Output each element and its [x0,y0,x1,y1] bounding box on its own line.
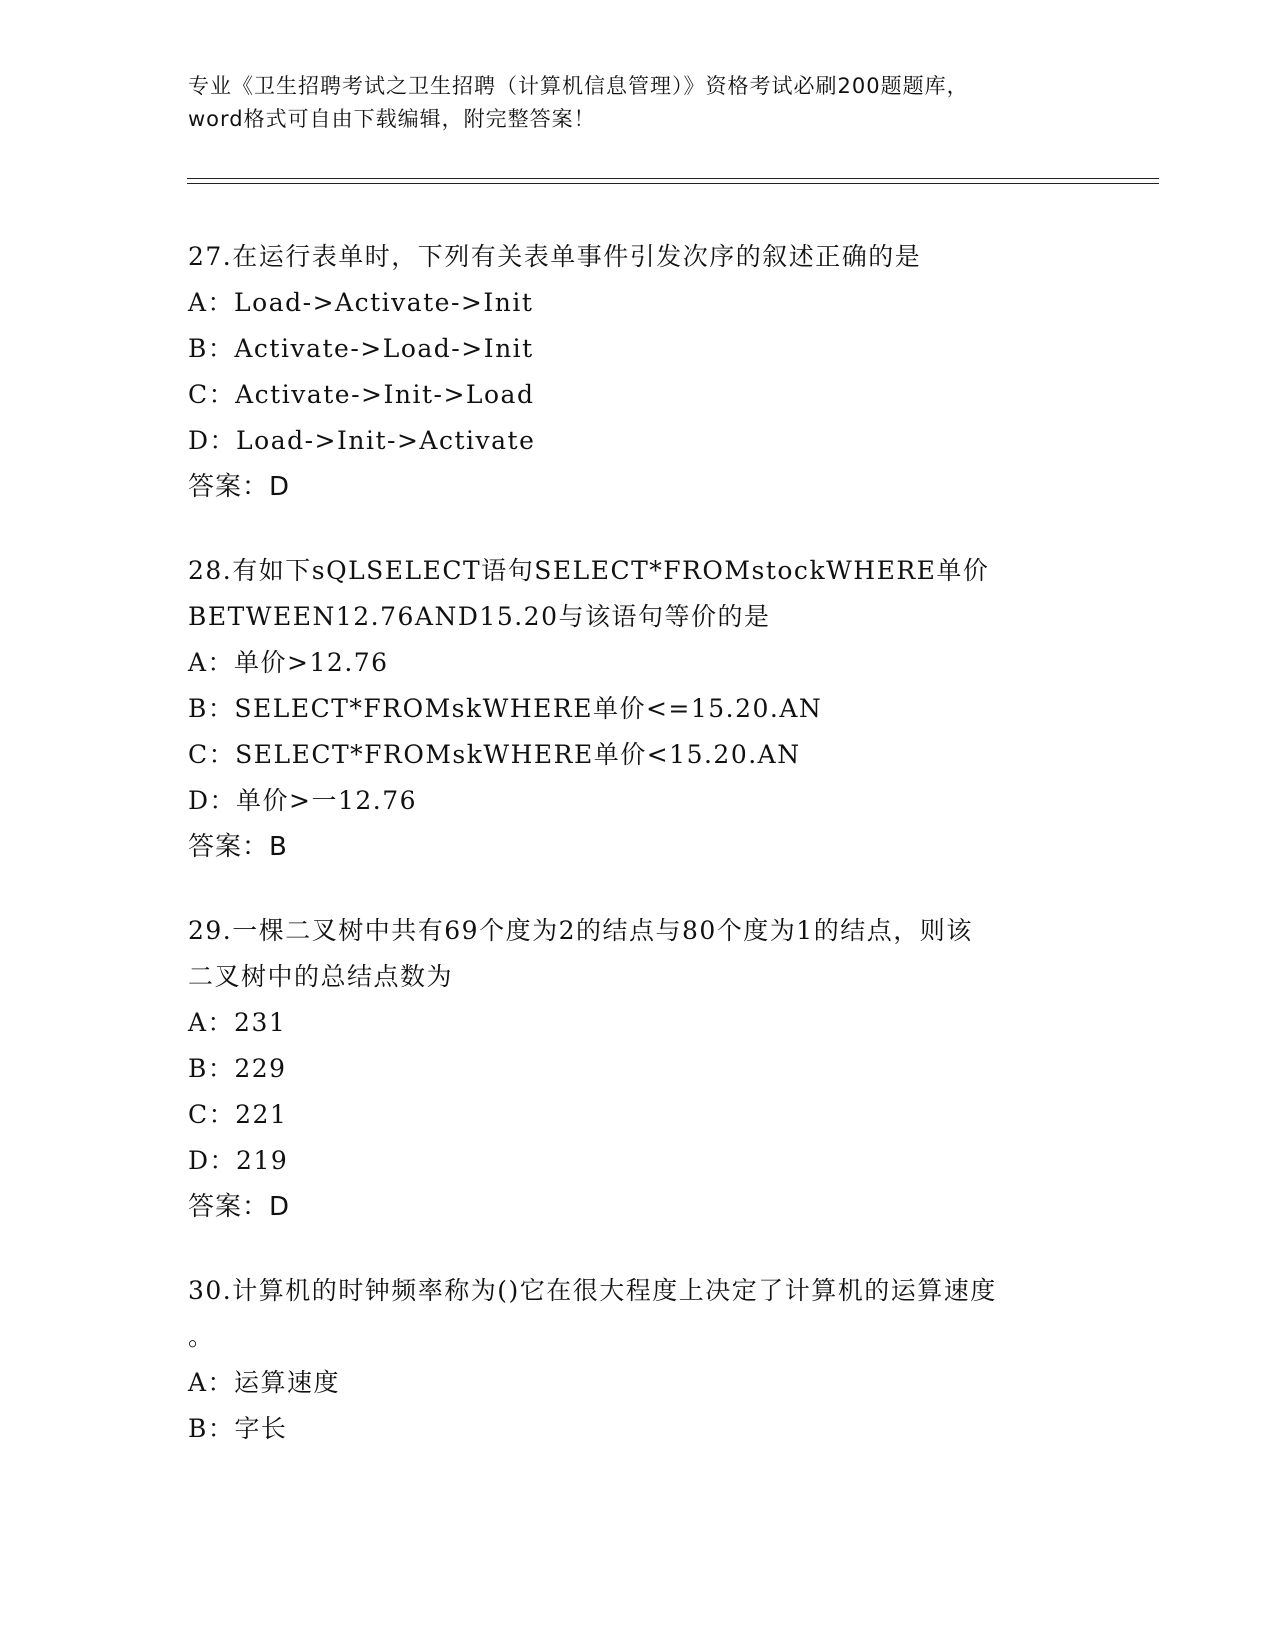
question-text: 30.计算机的时钟频率称为()它在很大程度上决定了计算机的运算速度 [188,1276,997,1305]
option-a: A：运算速度 [188,1368,341,1397]
answer: 答案：D [188,1192,291,1222]
option-a: A：单价>12.76 [188,648,389,677]
question-text-continued: 二叉树中的总结点数为 [188,962,454,991]
option-list [188,280,1088,464]
option-b: B：SELECT*FROMskWHERE单价<=15.20.AN [188,694,823,723]
question-28 [188,548,1088,870]
question-list [188,234,1088,1490]
option-c: C：221 [188,1100,288,1129]
question-text-continued: BETWEEN12.76AND15.20与该语句等价的是 [188,602,771,631]
option-d: D：219 [188,1146,289,1175]
option-list [188,1360,1088,1452]
option-d: D：Load->Init->Activate [188,426,536,455]
option-c: C：Activate->Init->Load [188,380,535,409]
option-b: B：字长 [188,1414,288,1443]
document-header [188,70,1108,136]
question-text: 29.一棵二叉树中共有69个度为2的结点与80个度为1的结点，则该 [188,916,973,945]
option-list [188,640,1088,824]
question-text: 28.有如下sQLSELECT语句SELECT*FROMstockWHERE单价 [188,556,990,585]
header-line-2: word格式可自由下载编辑，附完整答案！ [188,107,596,131]
option-b: B：229 [188,1054,287,1083]
header-line-1: 专业《卫生招聘考试之卫生招聘（计算机信息管理）》资格考试必刷200题题库， [188,74,969,98]
option-a: A：231 [188,1008,287,1037]
option-d: D：单价>一12.76 [188,786,418,815]
question-text: 27.在运行表单时，下列有关表单事件引发次序的叙述正确的是 [188,242,922,271]
option-list [188,1000,1088,1184]
answer: 答案：B [188,832,288,862]
question-29 [188,908,1088,1230]
question-27 [188,234,1088,510]
header-divider-top [187,178,1159,179]
option-c: C：SELECT*FROMskWHERE单价<15.20.AN [188,740,801,769]
question-text-continued: 。 [188,1322,215,1351]
option-a: A：Load->Activate->Init [188,288,534,317]
question-30 [188,1268,1088,1452]
option-b: B：Activate->Load->Init [188,334,534,363]
header-divider-bottom [187,183,1159,184]
answer: 答案：D [188,472,291,502]
